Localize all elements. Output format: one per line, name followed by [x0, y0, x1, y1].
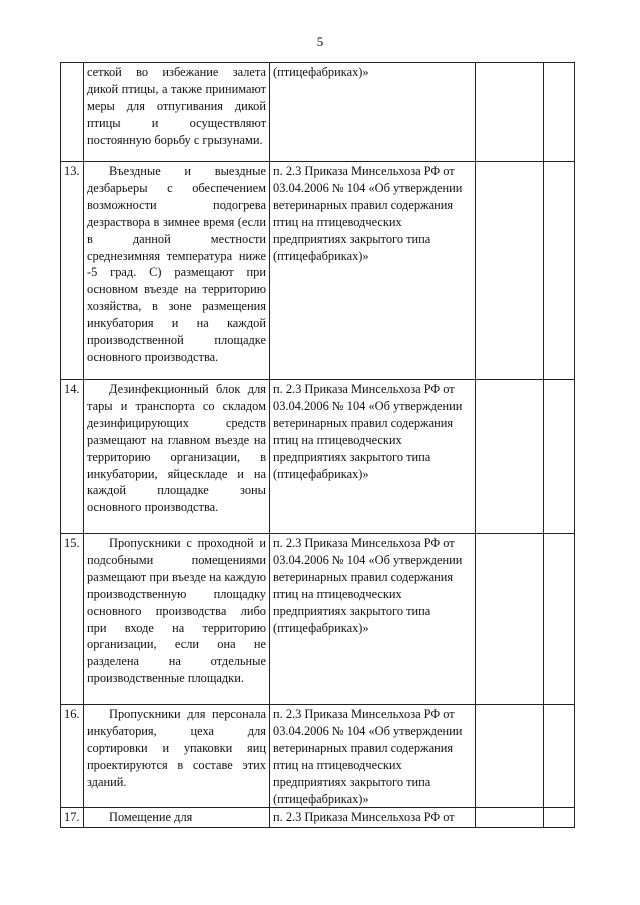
requirement-text: Дезинфекционный блок для тары и транспорта со складом дезинфицирующих средств размещают на главном въезде на территорию организации, в инкубатории, яйцескладе и на каждой площадке зоны основного производства.	[84, 380, 270, 534]
table-row	[61, 162, 575, 380]
row-number	[61, 63, 84, 162]
empty-cell	[476, 534, 544, 705]
table-row	[61, 705, 575, 808]
requirement-text: Въездные и выездные дезбарьеры с обеспечением возможности подогрева дезраствора в зимнее время (если в данной местности среднезимняя температура ниже -5 град. С) размещают при основном въезде на территорию хозяйства, в зоне размещения инкубатория и на каждой производственной площадке основного производства.	[84, 162, 270, 380]
row-number: 14.	[61, 380, 84, 534]
legal-reference: п. 2.3 Приказа Минсельхоза РФ от 03.04.2006 № 104 «Об утверждении ветеринарных правил содержания птиц на птицеводческих предприятиях закрытого типа (птицефабриках)»	[270, 705, 476, 808]
empty-cell	[476, 162, 544, 380]
legal-reference: п. 2.3 Приказа Минсельхоза РФ от 03.04.2006 № 104 «Об утверждении ветеринарных правил содержания птиц на птицеводческих предприятиях закрытого типа (птицефабриках)»	[270, 380, 476, 534]
empty-cell	[544, 162, 575, 380]
empty-cell	[544, 534, 575, 705]
row-number: 16.	[61, 705, 84, 808]
empty-cell	[544, 63, 575, 162]
legal-reference: п. 2.3 Приказа Минсельхоза РФ от 03.04.2006 № 104 «Об утверждении ветеринарных правил содержания птиц на птицеводческих предприятиях закрытого типа (птицефабриках)»	[270, 534, 476, 705]
empty-cell	[544, 380, 575, 534]
requirements-table	[60, 62, 575, 828]
empty-cell	[544, 705, 575, 808]
empty-cell	[476, 808, 544, 828]
empty-cell	[544, 808, 575, 828]
legal-reference: п. 2.3 Приказа Минсельхоза РФ от	[270, 808, 476, 828]
page-number: 5	[316, 34, 324, 49]
table-row	[61, 534, 575, 705]
empty-cell	[476, 380, 544, 534]
table-row	[61, 380, 575, 534]
requirement-text: Помещение для	[84, 808, 270, 828]
table-row	[61, 63, 575, 162]
requirement-text: Пропускники для персонала инкубатория, цеха для сортировки и упаковки яиц проектируются в составе этих зданий.	[84, 705, 270, 808]
empty-cell	[476, 63, 544, 162]
row-number: 17.	[61, 808, 84, 828]
row-number: 13.	[61, 162, 84, 380]
requirement-text: сеткой во избежание залета дикой птицы, а также принимают меры для отпугивания дикой птицы и осуществляют постоянную борьбу с грызунами.	[84, 63, 270, 162]
legal-reference: п. 2.3 Приказа Минсельхоза РФ от 03.04.2006 № 104 «Об утверждении ветеринарных правил содержания птиц на птицеводческих предприятиях закрытого типа (птицефабриках)»	[270, 162, 476, 380]
table-row	[61, 808, 575, 828]
empty-cell	[476, 705, 544, 808]
row-number: 15.	[61, 534, 84, 705]
requirement-text: Пропускники с проходной и подсобными помещениями размещают при въезде на каждую производственную площадку основного производства либо при входе на территорию организации, если она не разделена на отдельные производственные площадки.	[84, 534, 270, 705]
legal-reference: (птицефабриках)»	[270, 63, 476, 162]
